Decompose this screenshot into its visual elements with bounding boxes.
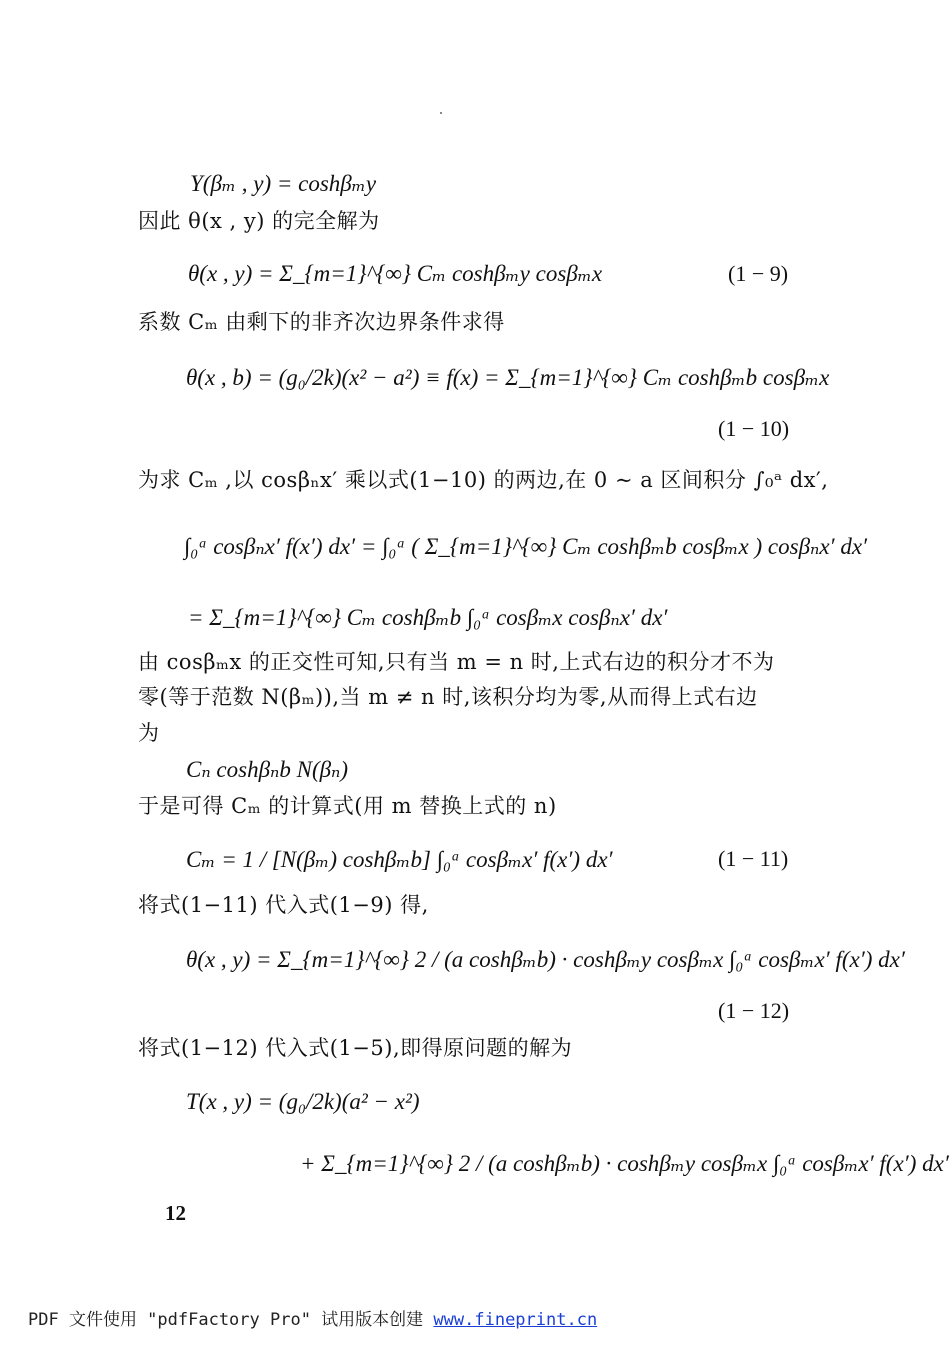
equation-number: (1 − 11) xyxy=(718,846,789,871)
equation-line: = Σ_{m=1}^{∞} Cₘ coshβₘb ∫₀ᵃ cosβₘx cosβₙx′ dx′ xyxy=(188,605,668,630)
equation-1-9: θ(x , y) = Σ_{m=1}^{∞} Cₘ coshβₘy cosβₘx xyxy=(188,261,603,286)
equation-number: (1 − 10) xyxy=(718,416,790,441)
footer xyxy=(28,1312,597,1329)
text-line: 零(等于范数 N(βₘ)),当 m ≠ n 时,该积分均为零,从而得上式右边 xyxy=(138,685,758,709)
equation-line: T(x , y) = (g₀/2k)(a² − x²) xyxy=(186,1089,420,1114)
equation-line: ∫₀ᵃ cosβₙx′ f(x′) dx′ = ∫₀ᵃ ( Σ_{m=1}^{∞} Cₘ coshβₘb cosβₘx ) cosβₙx′ dx′ xyxy=(184,534,868,559)
page-number: 12 xyxy=(165,1201,186,1225)
text-line: 因此 θ(x , y) 的完全解为 xyxy=(138,209,380,233)
equation-1-10: θ(x , b) = (g₀/2k)(x² − a²) ≡ f(x) = Σ_{m=1}^{∞} Cₘ coshβₘb cosβₘx xyxy=(186,365,830,390)
equation-line: + Σ_{m=1}^{∞} 2 / (a coshβₘb) · coshβₘy cosβₘx ∫₀ᵃ cosβₘx′ f(x′) dx′ xyxy=(300,1151,949,1176)
footer-text: PDF 文件使用 "pdfFactory Pro" 试用版本创建 xyxy=(28,1310,424,1330)
equation-line: Y(βₘ , y) = coshβₘy xyxy=(190,171,377,196)
text-line: 为求 Cₘ ,以 cosβₙx′ 乘以式(1−10) 的两边,在 0 ∼ a 区间积分 ∫₀ᵃ dx′, xyxy=(138,468,829,492)
equation-number: (1 − 9) xyxy=(728,261,789,286)
equation-1-12: θ(x , y) = Σ_{m=1}^{∞} 2 / (a coshβₘb) · coshβₘy cosβₘx ∫₀ᵃ cosβₘx′ f(x′) dx′ xyxy=(186,947,905,972)
stray-mark xyxy=(440,112,442,114)
text-line: 为 xyxy=(138,721,160,745)
text-line: 系数 Cₘ 由剩下的非齐次边界条件求得 xyxy=(138,310,505,334)
text-line: 由 cosβₘx 的正交性可知,只有当 m = n 时,上式右边的积分才不为 xyxy=(138,650,775,674)
footer-link[interactable]: www.fineprint.cn xyxy=(433,1310,598,1330)
text-line: 将式(1−12) 代入式(1−5),即得原问题的解为 xyxy=(138,1036,573,1060)
text-line: 将式(1−11) 代入式(1−9) 得, xyxy=(138,893,429,917)
equation-number: (1 − 12) xyxy=(718,998,790,1023)
equation-line: Cₙ coshβₙb N(βₙ) xyxy=(186,757,349,782)
text-line: 于是可得 Cₘ 的计算式(用 m 替换上式的 n) xyxy=(138,794,557,818)
equation-1-11: Cₘ = 1 / [N(βₘ) coshβₘb] ∫₀ᵃ cosβₘx′ f(x′) dx′ xyxy=(186,847,613,872)
